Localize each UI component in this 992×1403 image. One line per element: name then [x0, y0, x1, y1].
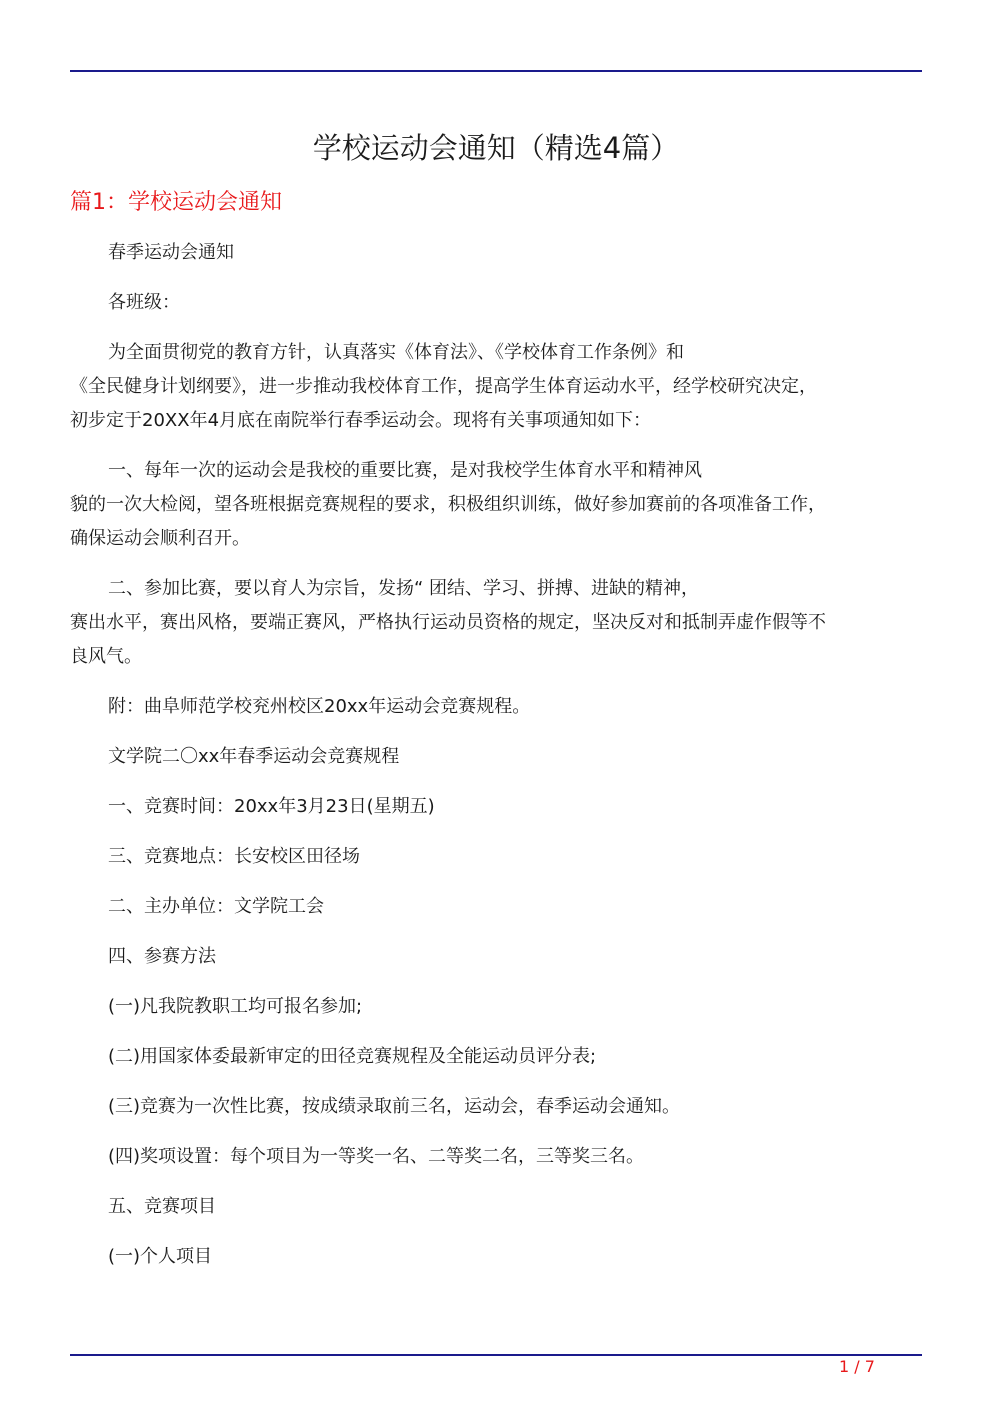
paragraph-competition-time: 一、竞赛时间：20xx年3月23日(星期五) — [108, 796, 435, 817]
paragraph-participation-method: 四、参赛方法 — [108, 946, 216, 967]
paragraph-method-1: (一)凡我院教职工均可报名参加; — [108, 996, 363, 1017]
document-body — [70, 236, 922, 1290]
text-line: 貌的一次大检阅，望各班根据竞赛规程的要求，积极组织训练，做好参加赛前的各项准备工作， — [70, 494, 826, 515]
paragraph-intro — [70, 336, 922, 438]
paragraph-individual-events: (一)个人项目 — [108, 1246, 213, 1267]
text-line: 二、参加比赛，要以育人为宗旨，发扬“ 团结、学习、拼搏、进缺的精神， — [108, 578, 700, 599]
text-line: 赛出水平，赛出风格，要端正赛风，严格执行运动员资格的规定，坚决反对和抵制弄虚作假等不 — [70, 612, 826, 633]
text-line: 初步定于20XX年4月底在南院举行春季运动会。现将有关事项通知如下： — [70, 410, 652, 431]
paragraph-events: 五、竞赛项目 — [108, 1196, 216, 1217]
text-line: 确保运动会顺利召开。 — [70, 528, 250, 549]
header-divider — [70, 70, 922, 72]
paragraph-rules-title: 文学院二〇xx年春季运动会竞赛规程 — [108, 746, 400, 767]
paragraph-item-1 — [70, 454, 922, 556]
paragraph-method-4: (四)奖项设置：每个项目为一等奖一名、二等奖二名，三等奖三名。 — [108, 1146, 645, 1167]
paragraph-notice-title: 春季运动会通知 — [108, 242, 234, 263]
paragraph-salutation: 各班级： — [108, 292, 180, 313]
footer-divider — [70, 1354, 922, 1356]
text-line: 一、每年一次的运动会是我校的重要比赛，是对我校学生体育水平和精神风 — [108, 460, 702, 481]
paragraph-competition-venue: 三、竞赛地点：长安校区田径场 — [108, 846, 360, 867]
paragraph-method-2: (二)用国家体委最新审定的田径竞赛规程及全能运动员评分表; — [108, 1046, 597, 1067]
text-line: 为全面贯彻党的教育方针，认真落实《体育法》、《学校体育工作条例》和 — [108, 342, 684, 363]
paragraph-item-2 — [70, 572, 922, 674]
document-title: 学校运动会通知（精选4篇） — [312, 131, 680, 165]
page-number: 1 / 7 — [839, 1357, 875, 1376]
paragraph-attachment: 附：曲阜师范学校兖州校区20xx年运动会竞赛规程。 — [108, 696, 531, 717]
paragraph-method-3: (三)竞赛为一次性比赛，按成绩录取前三名，运动会，春季运动会通知。 — [108, 1096, 681, 1117]
paragraph-organizer: 二、主办单位：文学院工会 — [108, 896, 324, 917]
text-line: 良风气。 — [70, 646, 142, 667]
section-heading: 篇1：学校运动会通知 — [70, 190, 282, 215]
text-line: 《全民健身计划纲要》，进一步推动我校体育工作，提高学生体育运动水平，经学校研究决定， — [70, 376, 817, 397]
